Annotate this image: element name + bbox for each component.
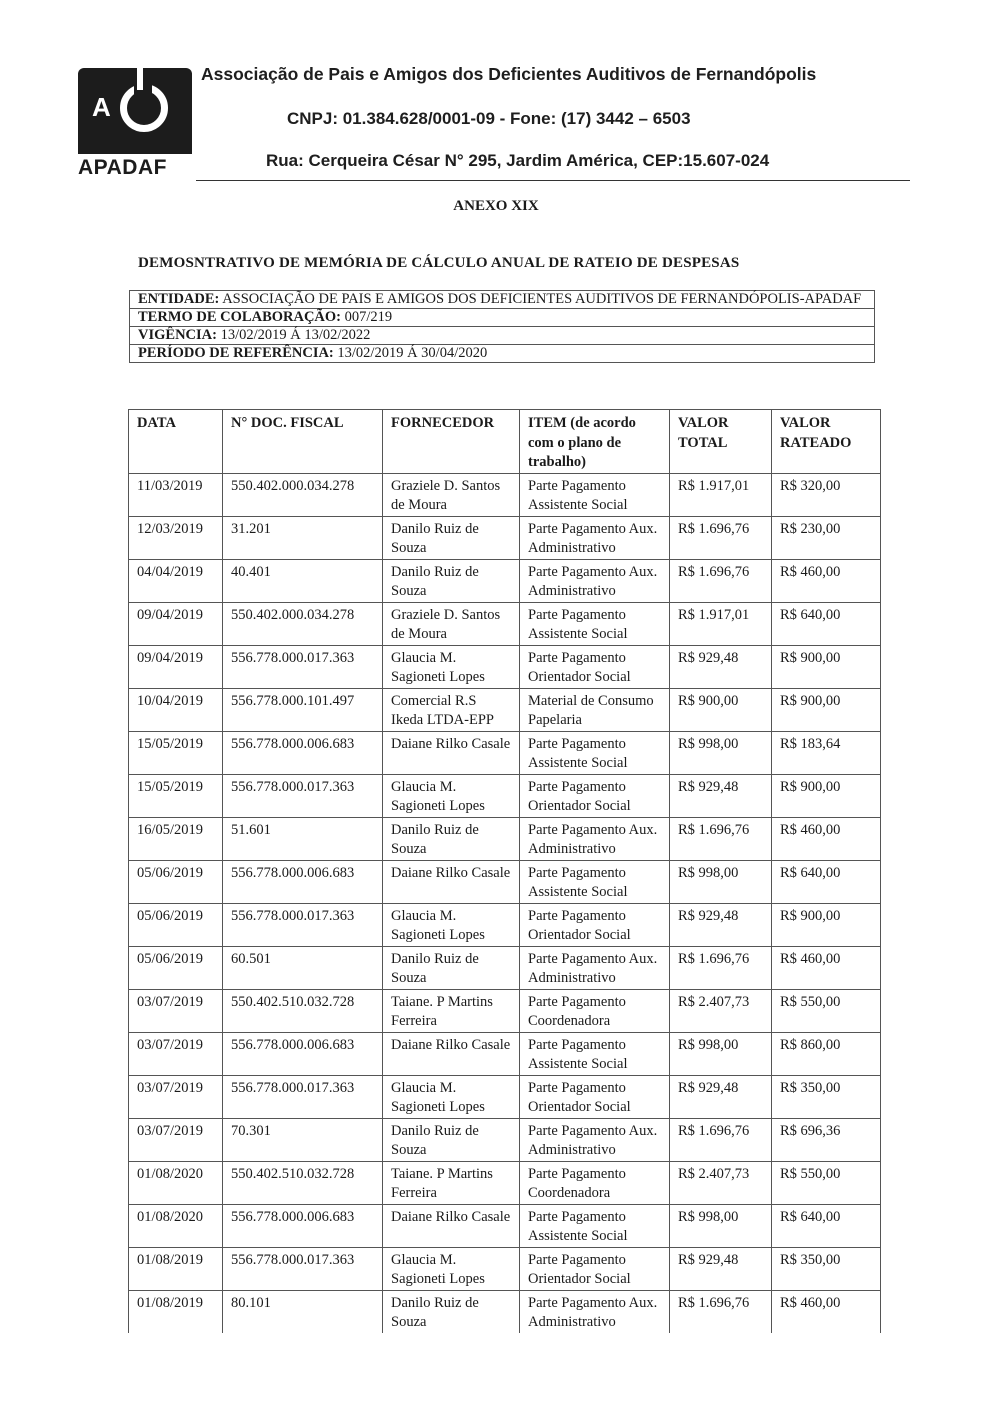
cell-date: 09/04/2019 [129,645,223,688]
cell-fiscal-doc: 556.778.000.101.497 [223,688,383,731]
cell-total-value: R$ 2.407,73 [670,989,772,1032]
cell-date: 03/07/2019 [129,989,223,1032]
cell-total-value: R$ 998,00 [670,860,772,903]
logo-letter: A [92,92,111,122]
cell-fiscal-doc: 556.778.000.006.683 [223,1032,383,1075]
cell-supplier: Daiane Rilko Casale [383,731,520,774]
cell-supplier: Comercial R.S Ikeda LTDA-EPP [383,688,520,731]
cell-item: Parte Pagamento Assistente Social [520,1204,670,1247]
cell-fiscal-doc: 550.402.510.032.728 [223,989,383,1032]
cell-apportioned-value: R$ 900,00 [772,903,881,946]
validity-row [130,327,874,345]
annex-label: ANEXO XIX [453,198,539,214]
cell-total-value: R$ 998,00 [670,1204,772,1247]
cell-date: 05/06/2019 [129,946,223,989]
table-row [129,473,881,516]
cell-item: Parte Pagamento Coordenadora [520,1161,670,1204]
logo-stem-shape [137,68,143,90]
logo-text: APADAF [78,156,167,179]
cell-supplier: Glaucia M. Sagioneti Lopes [383,1247,520,1290]
cell-supplier: Daiane Rilko Casale [383,1204,520,1247]
cell-apportioned-value: R$ 696,36 [772,1118,881,1161]
cell-supplier: Glaucia M. Sagioneti Lopes [383,1075,520,1118]
cell-fiscal-doc: 556.778.000.017.363 [223,645,383,688]
cell-apportioned-value: R$ 550,00 [772,1161,881,1204]
entity-row [130,291,874,309]
cell-date: 04/04/2019 [129,559,223,602]
cell-supplier: Danilo Ruiz de Souza [383,1290,520,1333]
cell-fiscal-doc: 556.778.000.006.683 [223,731,383,774]
cell-fiscal-doc: 550.402.510.032.728 [223,1161,383,1204]
cell-item: Parte Pagamento Orientador Social [520,1247,670,1290]
cell-date: 05/06/2019 [129,903,223,946]
cell-fiscal-doc: 556.778.000.017.363 [223,903,383,946]
cell-fiscal-doc: 51.601 [223,817,383,860]
table-row [129,1118,881,1161]
expenses-table [128,409,881,1333]
cell-apportioned-value: R$ 860,00 [772,1032,881,1075]
cell-total-value: R$ 929,48 [670,903,772,946]
table-row [129,774,881,817]
cell-total-value: R$ 929,48 [670,1247,772,1290]
cell-supplier: Danilo Ruiz de Souza [383,1118,520,1161]
cell-apportioned-value: R$ 320,00 [772,473,881,516]
cell-date: 03/07/2019 [129,1075,223,1118]
letterhead [0,0,992,200]
period-value: 13/02/2019 Á 30/04/2020 [337,345,488,361]
cell-total-value: R$ 1.696,76 [670,516,772,559]
cell-supplier: Daiane Rilko Casale [383,860,520,903]
table-row [129,602,881,645]
cell-item: Parte Pagamento Aux. Administrativo [520,559,670,602]
cell-apportioned-value: R$ 900,00 [772,774,881,817]
address: Rua: Cerqueira César N° 295, Jardim América, CEP:15.607-024 [266,151,770,170]
cell-fiscal-doc: 550.402.000.034.278 [223,473,383,516]
table-row [129,559,881,602]
cell-date: 09/04/2019 [129,602,223,645]
table-row [129,1161,881,1204]
cell-apportioned-value: R$ 550,00 [772,989,881,1032]
cell-fiscal-doc: 80.101 [223,1290,383,1333]
cell-date: 15/05/2019 [129,774,223,817]
cell-fiscal-doc: 31.201 [223,516,383,559]
cell-total-value: R$ 1.696,76 [670,817,772,860]
table-row [129,645,881,688]
cell-apportioned-value: R$ 640,00 [772,860,881,903]
cell-item: Parte Pagamento Coordenadora [520,989,670,1032]
cell-date: 01/08/2019 [129,1290,223,1333]
document-title: DEMOSNTRATIVO DE MEMÓRIA DE CÁLCULO ANUAL DE RATEIO DE DESPESAS [138,255,740,271]
cell-supplier: Taiane. P Martins Ferreira [383,989,520,1032]
header-total-value: VALOR TOTAL [670,410,772,474]
term-value: 007/219 [344,309,393,325]
cell-apportioned-value: R$ 900,00 [772,645,881,688]
cell-apportioned-value: R$ 230,00 [772,516,881,559]
cell-apportioned-value: R$ 460,00 [772,559,881,602]
cell-fiscal-doc: 40.401 [223,559,383,602]
table-body [129,473,881,1333]
cell-apportioned-value: R$ 350,00 [772,1247,881,1290]
cell-date: 01/08/2020 [129,1161,223,1204]
cell-total-value: R$ 1.696,76 [670,1290,772,1333]
cell-total-value: R$ 998,00 [670,731,772,774]
table-row [129,860,881,903]
cell-date: 12/03/2019 [129,516,223,559]
cell-item: Parte Pagamento Orientador Social [520,774,670,817]
info-box [129,290,875,363]
cell-supplier: Glaucia M. Sagioneti Lopes [383,903,520,946]
cell-apportioned-value: R$ 640,00 [772,1204,881,1247]
term-label: TERMO DE COLABORAÇÃO: [138,309,342,325]
cell-supplier: Glaucia M. Sagioneti Lopes [383,645,520,688]
term-row [130,309,874,327]
cell-total-value: R$ 2.407,73 [670,1161,772,1204]
cell-item: Parte Pagamento Assistente Social [520,602,670,645]
cell-total-value: R$ 929,48 [670,774,772,817]
apadaf-logo [78,68,198,180]
cell-fiscal-doc: 60.501 [223,946,383,989]
cell-item: Parte Pagamento Assistente Social [520,731,670,774]
cell-date: 10/04/2019 [129,688,223,731]
table-header-row [129,410,881,474]
cell-date: 15/05/2019 [129,731,223,774]
validity-label: VIGÊNCIA: [138,327,217,343]
table-row [129,688,881,731]
table-row [129,1075,881,1118]
cell-date: 03/07/2019 [129,1032,223,1075]
cell-apportioned-value: R$ 460,00 [772,1290,881,1333]
entity-label: ENTIDADE: [138,291,220,307]
period-row [130,345,874,362]
cell-supplier: Danilo Ruiz de Souza [383,817,520,860]
table-row [129,1247,881,1290]
cell-total-value: R$ 1.696,76 [670,946,772,989]
cell-date: 01/08/2019 [129,1247,223,1290]
cell-item: Parte Pagamento Aux. Administrativo [520,817,670,860]
table-row [129,516,881,559]
cell-date: 01/08/2020 [129,1204,223,1247]
table-row [129,903,881,946]
cell-supplier: Graziele D. Santos de Moura [383,473,520,516]
cell-fiscal-doc: 556.778.000.017.363 [223,1247,383,1290]
header-item: ITEM (de acordo com o plano de trabalho) [520,410,670,474]
cell-date: 16/05/2019 [129,817,223,860]
letterhead-divider [196,180,910,181]
cell-supplier: Daiane Rilko Casale [383,1032,520,1075]
cell-total-value: R$ 929,48 [670,645,772,688]
cell-total-value: R$ 900,00 [670,688,772,731]
cell-supplier: Graziele D. Santos de Moura [383,602,520,645]
cell-supplier: Glaucia M. Sagioneti Lopes [383,774,520,817]
table-row [129,1032,881,1075]
header-apportioned-value: VALOR RATEADO [772,410,881,474]
header-date: DATA [129,410,223,474]
table-row [129,946,881,989]
cell-total-value: R$ 1.696,76 [670,1118,772,1161]
cell-fiscal-doc: 556.778.000.017.363 [223,774,383,817]
validity-value: 13/02/2019 Á 13/02/2022 [220,327,371,343]
cell-total-value: R$ 998,00 [670,1032,772,1075]
table-row [129,1204,881,1247]
cell-item: Parte Pagamento Orientador Social [520,1075,670,1118]
cell-item: Parte Pagamento Orientador Social [520,645,670,688]
period-label: PERÍODO DE REFERÊNCIA: [138,345,334,361]
cell-fiscal-doc: 550.402.000.034.278 [223,602,383,645]
cell-item: Parte Pagamento Aux. Administrativo [520,1118,670,1161]
cell-date: 05/06/2019 [129,860,223,903]
cell-apportioned-value: R$ 460,00 [772,946,881,989]
cell-apportioned-value: R$ 350,00 [772,1075,881,1118]
cell-total-value: R$ 1.917,01 [670,602,772,645]
cell-apportioned-value: R$ 640,00 [772,602,881,645]
cell-item: Parte Pagamento Assistente Social [520,860,670,903]
header-fiscal-doc: N° DOC. FISCAL [223,410,383,474]
cell-total-value: R$ 929,48 [670,1075,772,1118]
cell-supplier: Danilo Ruiz de Souza [383,559,520,602]
logo-emblem [78,68,192,154]
cell-supplier: Danilo Ruiz de Souza [383,946,520,989]
cell-item: Parte Pagamento Orientador Social [520,903,670,946]
cell-fiscal-doc: 556.778.000.006.683 [223,1204,383,1247]
cell-supplier: Taiane. P Martins Ferreira [383,1161,520,1204]
header-supplier: FORNECEDOR [383,410,520,474]
cell-item: Material de Consumo Papelaria [520,688,670,731]
cnpj-phone: CNPJ: 01.384.628/0001-09 - Fone: (17) 3442 – 6503 [287,109,691,128]
cell-total-value: R$ 1.917,01 [670,473,772,516]
entity-value: ASSOCIAÇÃO DE PAIS E AMIGOS DOS DEFICIENTES AUDITIVOS DE FERNANDÓPOLIS-APADAF [222,291,862,307]
cell-date: 11/03/2019 [129,473,223,516]
cell-item: Parte Pagamento Assistente Social [520,1032,670,1075]
cell-item: Parte Pagamento Aux. Administrativo [520,1290,670,1333]
table-row [129,1290,881,1333]
organization-name: Associação de Pais e Amigos dos Deficientes Auditivos de Fernandópolis [201,64,817,84]
cell-supplier: Danilo Ruiz de Souza [383,516,520,559]
cell-apportioned-value: R$ 460,00 [772,817,881,860]
table-row [129,817,881,860]
cell-item: Parte Pagamento Aux. Administrativo [520,946,670,989]
cell-item: Parte Pagamento Aux. Administrativo [520,516,670,559]
cell-fiscal-doc: 556.778.000.017.363 [223,1075,383,1118]
cell-fiscal-doc: 70.301 [223,1118,383,1161]
cell-apportioned-value: R$ 183,64 [772,731,881,774]
cell-date: 03/07/2019 [129,1118,223,1161]
cell-apportioned-value: R$ 900,00 [772,688,881,731]
cell-item: Parte Pagamento Assistente Social [520,473,670,516]
cell-total-value: R$ 1.696,76 [670,559,772,602]
table-row [129,731,881,774]
table-row [129,989,881,1032]
cell-fiscal-doc: 556.778.000.006.683 [223,860,383,903]
